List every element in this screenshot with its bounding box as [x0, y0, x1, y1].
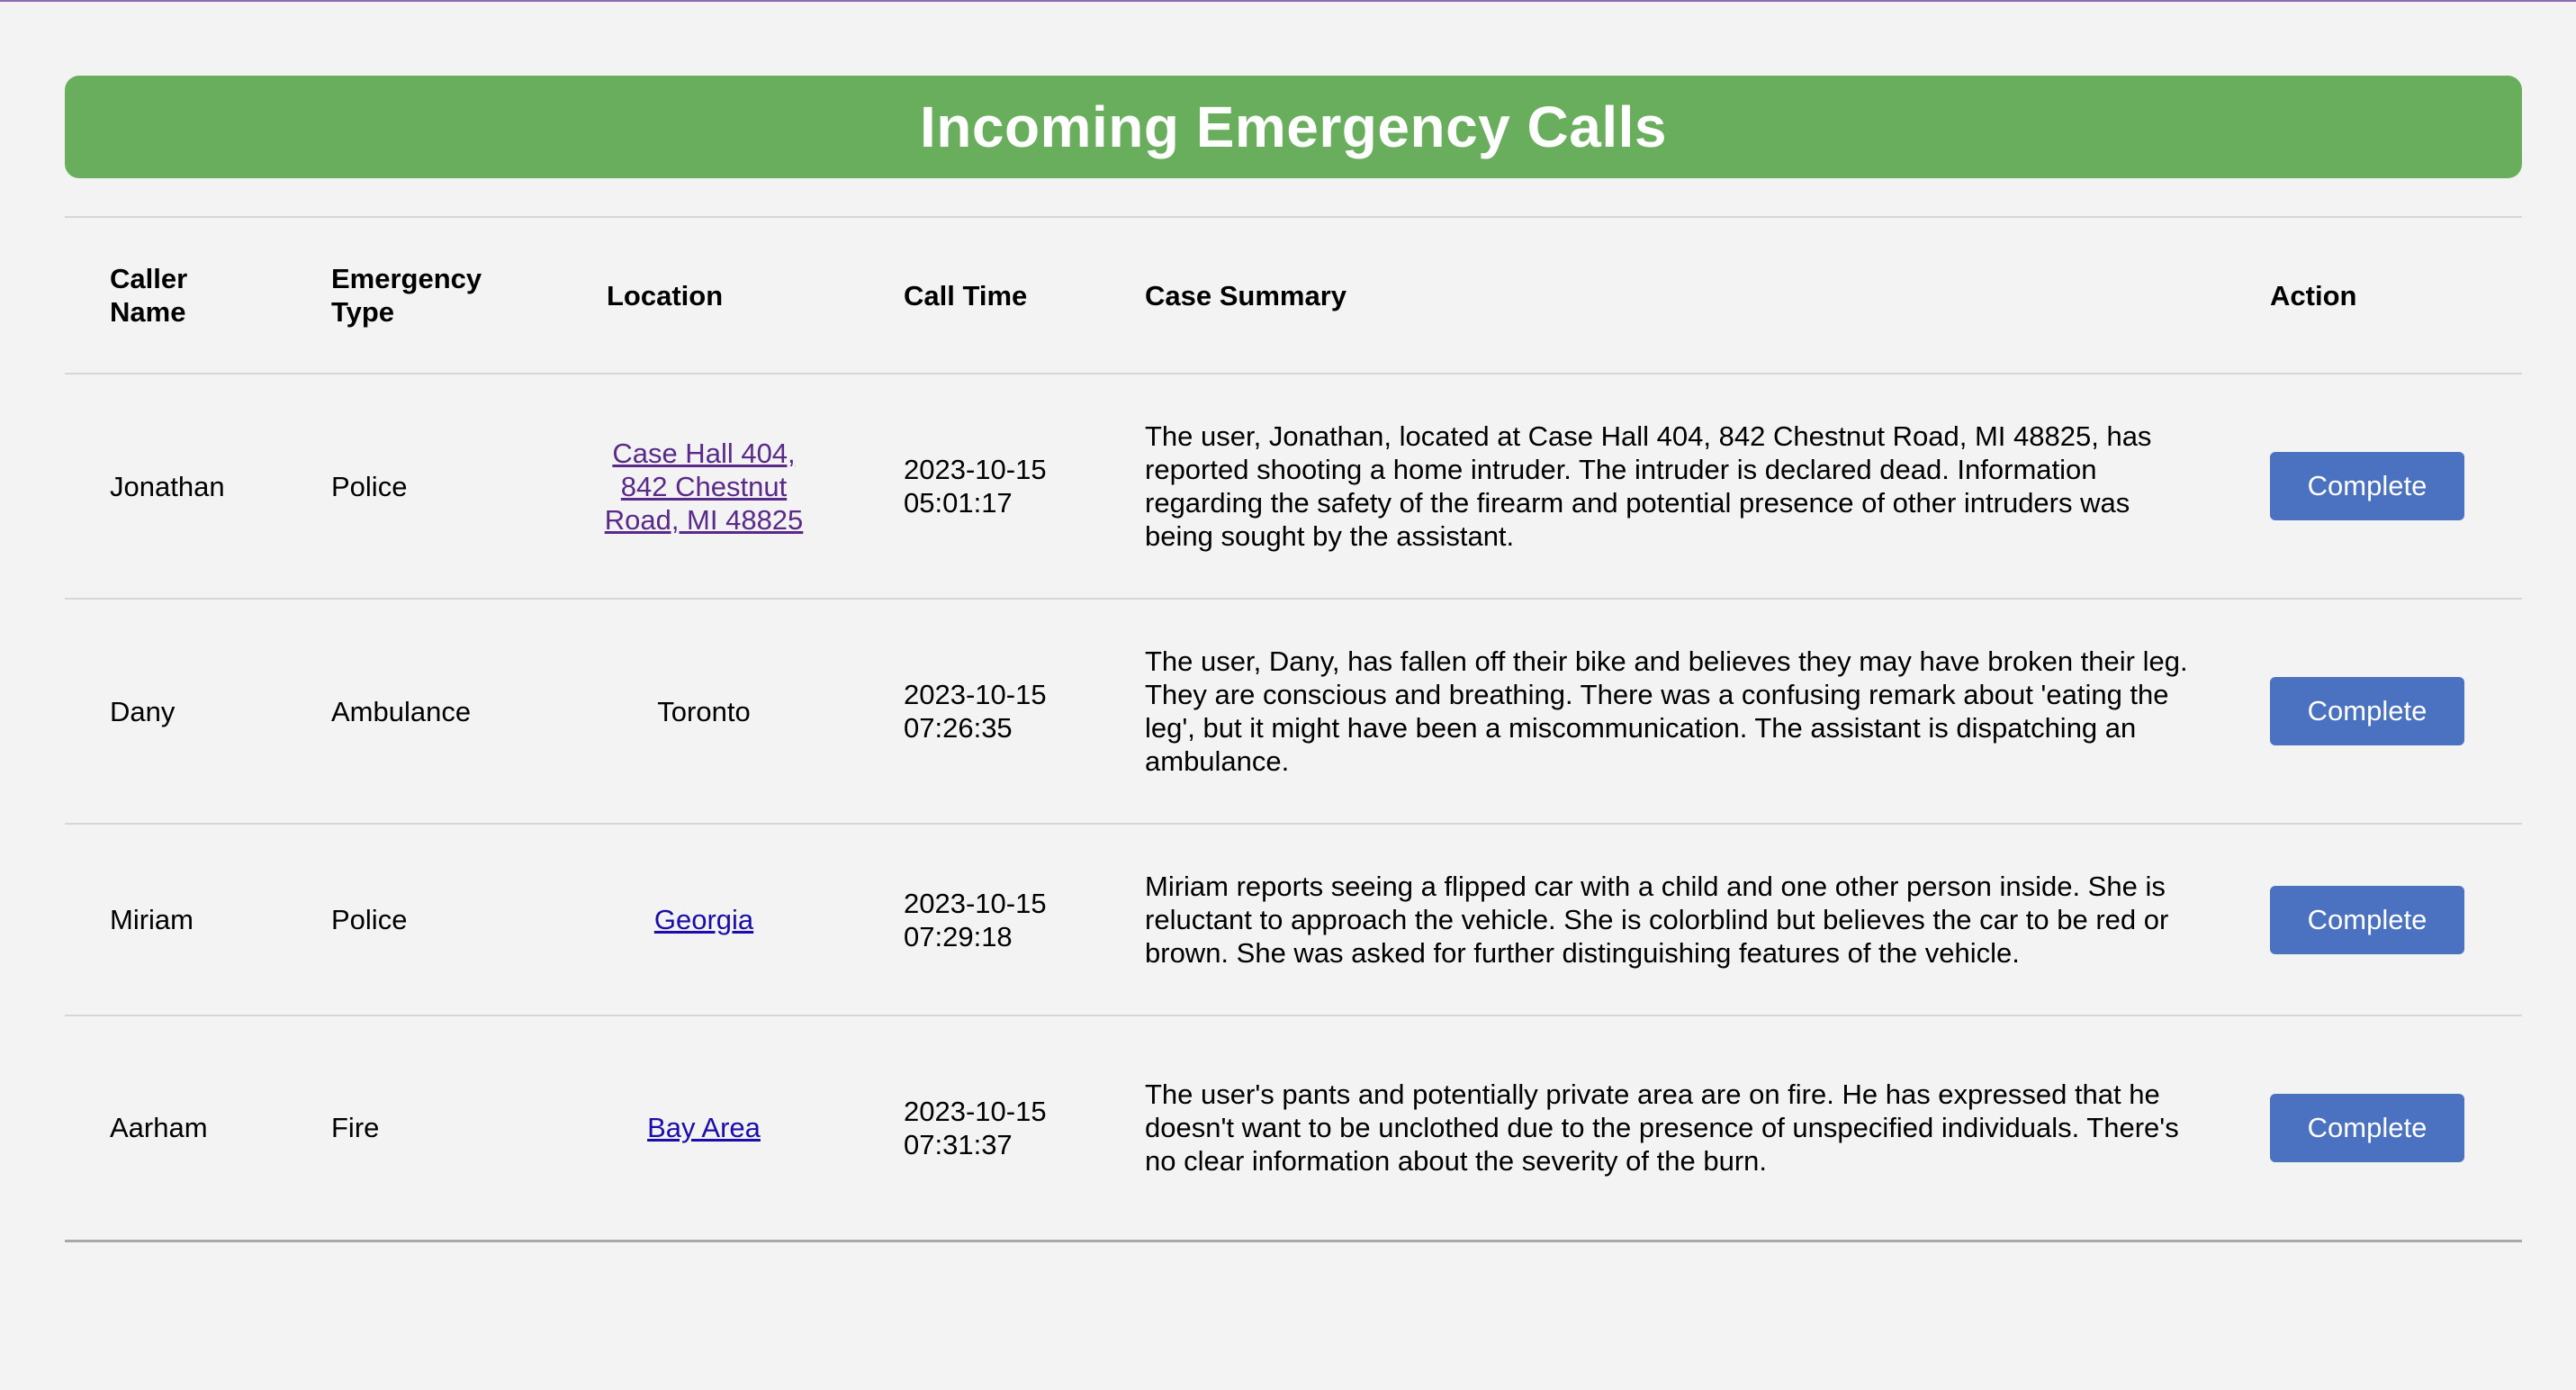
- complete-button[interactable]: Complete: [2270, 886, 2464, 954]
- emergency-type-cell: Police: [331, 470, 408, 502]
- call-time-cell: 2023-10-15 07:31:37: [904, 1095, 1047, 1160]
- location-link[interactable]: Case Hall 404, 842 Chestnut Road, MI 48825: [604, 437, 804, 536]
- page-container: [65, 76, 2522, 1242]
- case-summary-cell: The user's pants and potentially private area are on fire. He has expressed that he doesn't want to be unclothed due to the presence of unspecified individuals. There's no clear information about the severity of the burn.: [1145, 1079, 2179, 1178]
- complete-button[interactable]: Complete: [2270, 677, 2464, 745]
- action-cell: [2225, 599, 2522, 824]
- page-title: Incoming Emergency Calls: [919, 95, 1668, 159]
- caller-name-cell: Dany: [110, 695, 176, 727]
- location-cell: [549, 374, 859, 599]
- location-link[interactable]: Georgia: [653, 904, 754, 935]
- location-cell: [549, 1015, 859, 1241]
- emergency-type-cell: Fire: [331, 1112, 380, 1144]
- caller-name-cell: Aarham: [110, 1112, 208, 1144]
- action-cell: [2225, 1015, 2522, 1241]
- case-summary-cell: The user, Dany, has fallen off their bike and believes they may have broken their leg. They are conscious and breathing. There was a confusing remark about 'eating the leg', but it might have been a miscommunication. The assistant is dispatching an ambulance.: [1145, 645, 2188, 777]
- location-cell: [549, 824, 859, 1015]
- table-header-row: [65, 217, 2522, 374]
- column-header-location: Location: [607, 279, 724, 311]
- emergency-calls-table: [65, 216, 2522, 1242]
- complete-button[interactable]: Complete: [2270, 452, 2464, 520]
- caller-name-cell: Miriam: [110, 904, 194, 935]
- caller-name-cell: Jonathan: [110, 470, 225, 502]
- table-row: [65, 599, 2522, 824]
- column-header-case-summary: Case Summary: [1145, 279, 1347, 311]
- location-link[interactable]: Bay Area: [647, 1112, 761, 1144]
- column-header-caller-name: Caller Name: [110, 263, 188, 328]
- complete-button[interactable]: Complete: [2270, 1094, 2464, 1162]
- case-summary-cell: The user, Jonathan, located at Case Hall 404, 842 Chestnut Road, MI 48825, has reported shooting a home intruder. The intruder is declared dead. Information regarding the safety of the firearm and potential presence of other intruders was being sought by the assistant.: [1145, 420, 2152, 552]
- page-header: [65, 76, 2522, 178]
- emergency-type-cell: Ambulance: [331, 695, 472, 727]
- call-time-cell: 2023-10-15 05:01:17: [904, 454, 1047, 519]
- column-header-action: Action: [2270, 279, 2357, 311]
- location-cell: Toronto: [657, 695, 751, 727]
- emergency-type-cell: Police: [331, 904, 408, 935]
- table-row: [65, 824, 2522, 1015]
- action-cell: [2225, 824, 2522, 1015]
- table-row: [65, 374, 2522, 599]
- action-cell: [2225, 374, 2522, 599]
- case-summary-cell: Miriam reports seeing a flipped car with a child and one other person inside. She is reluctant to approach the vehicle. She is colorblind but believes the car to be red or brown. She was asked for further distinguishing features of the vehicle.: [1145, 871, 2169, 969]
- column-header-emergency-type: Emergency Type: [331, 263, 482, 328]
- table-row: [65, 1015, 2522, 1241]
- call-time-cell: 2023-10-15 07:26:35: [904, 679, 1047, 744]
- call-time-cell: 2023-10-15 07:29:18: [904, 887, 1047, 952]
- column-header-call-time: Call Time: [904, 279, 1028, 311]
